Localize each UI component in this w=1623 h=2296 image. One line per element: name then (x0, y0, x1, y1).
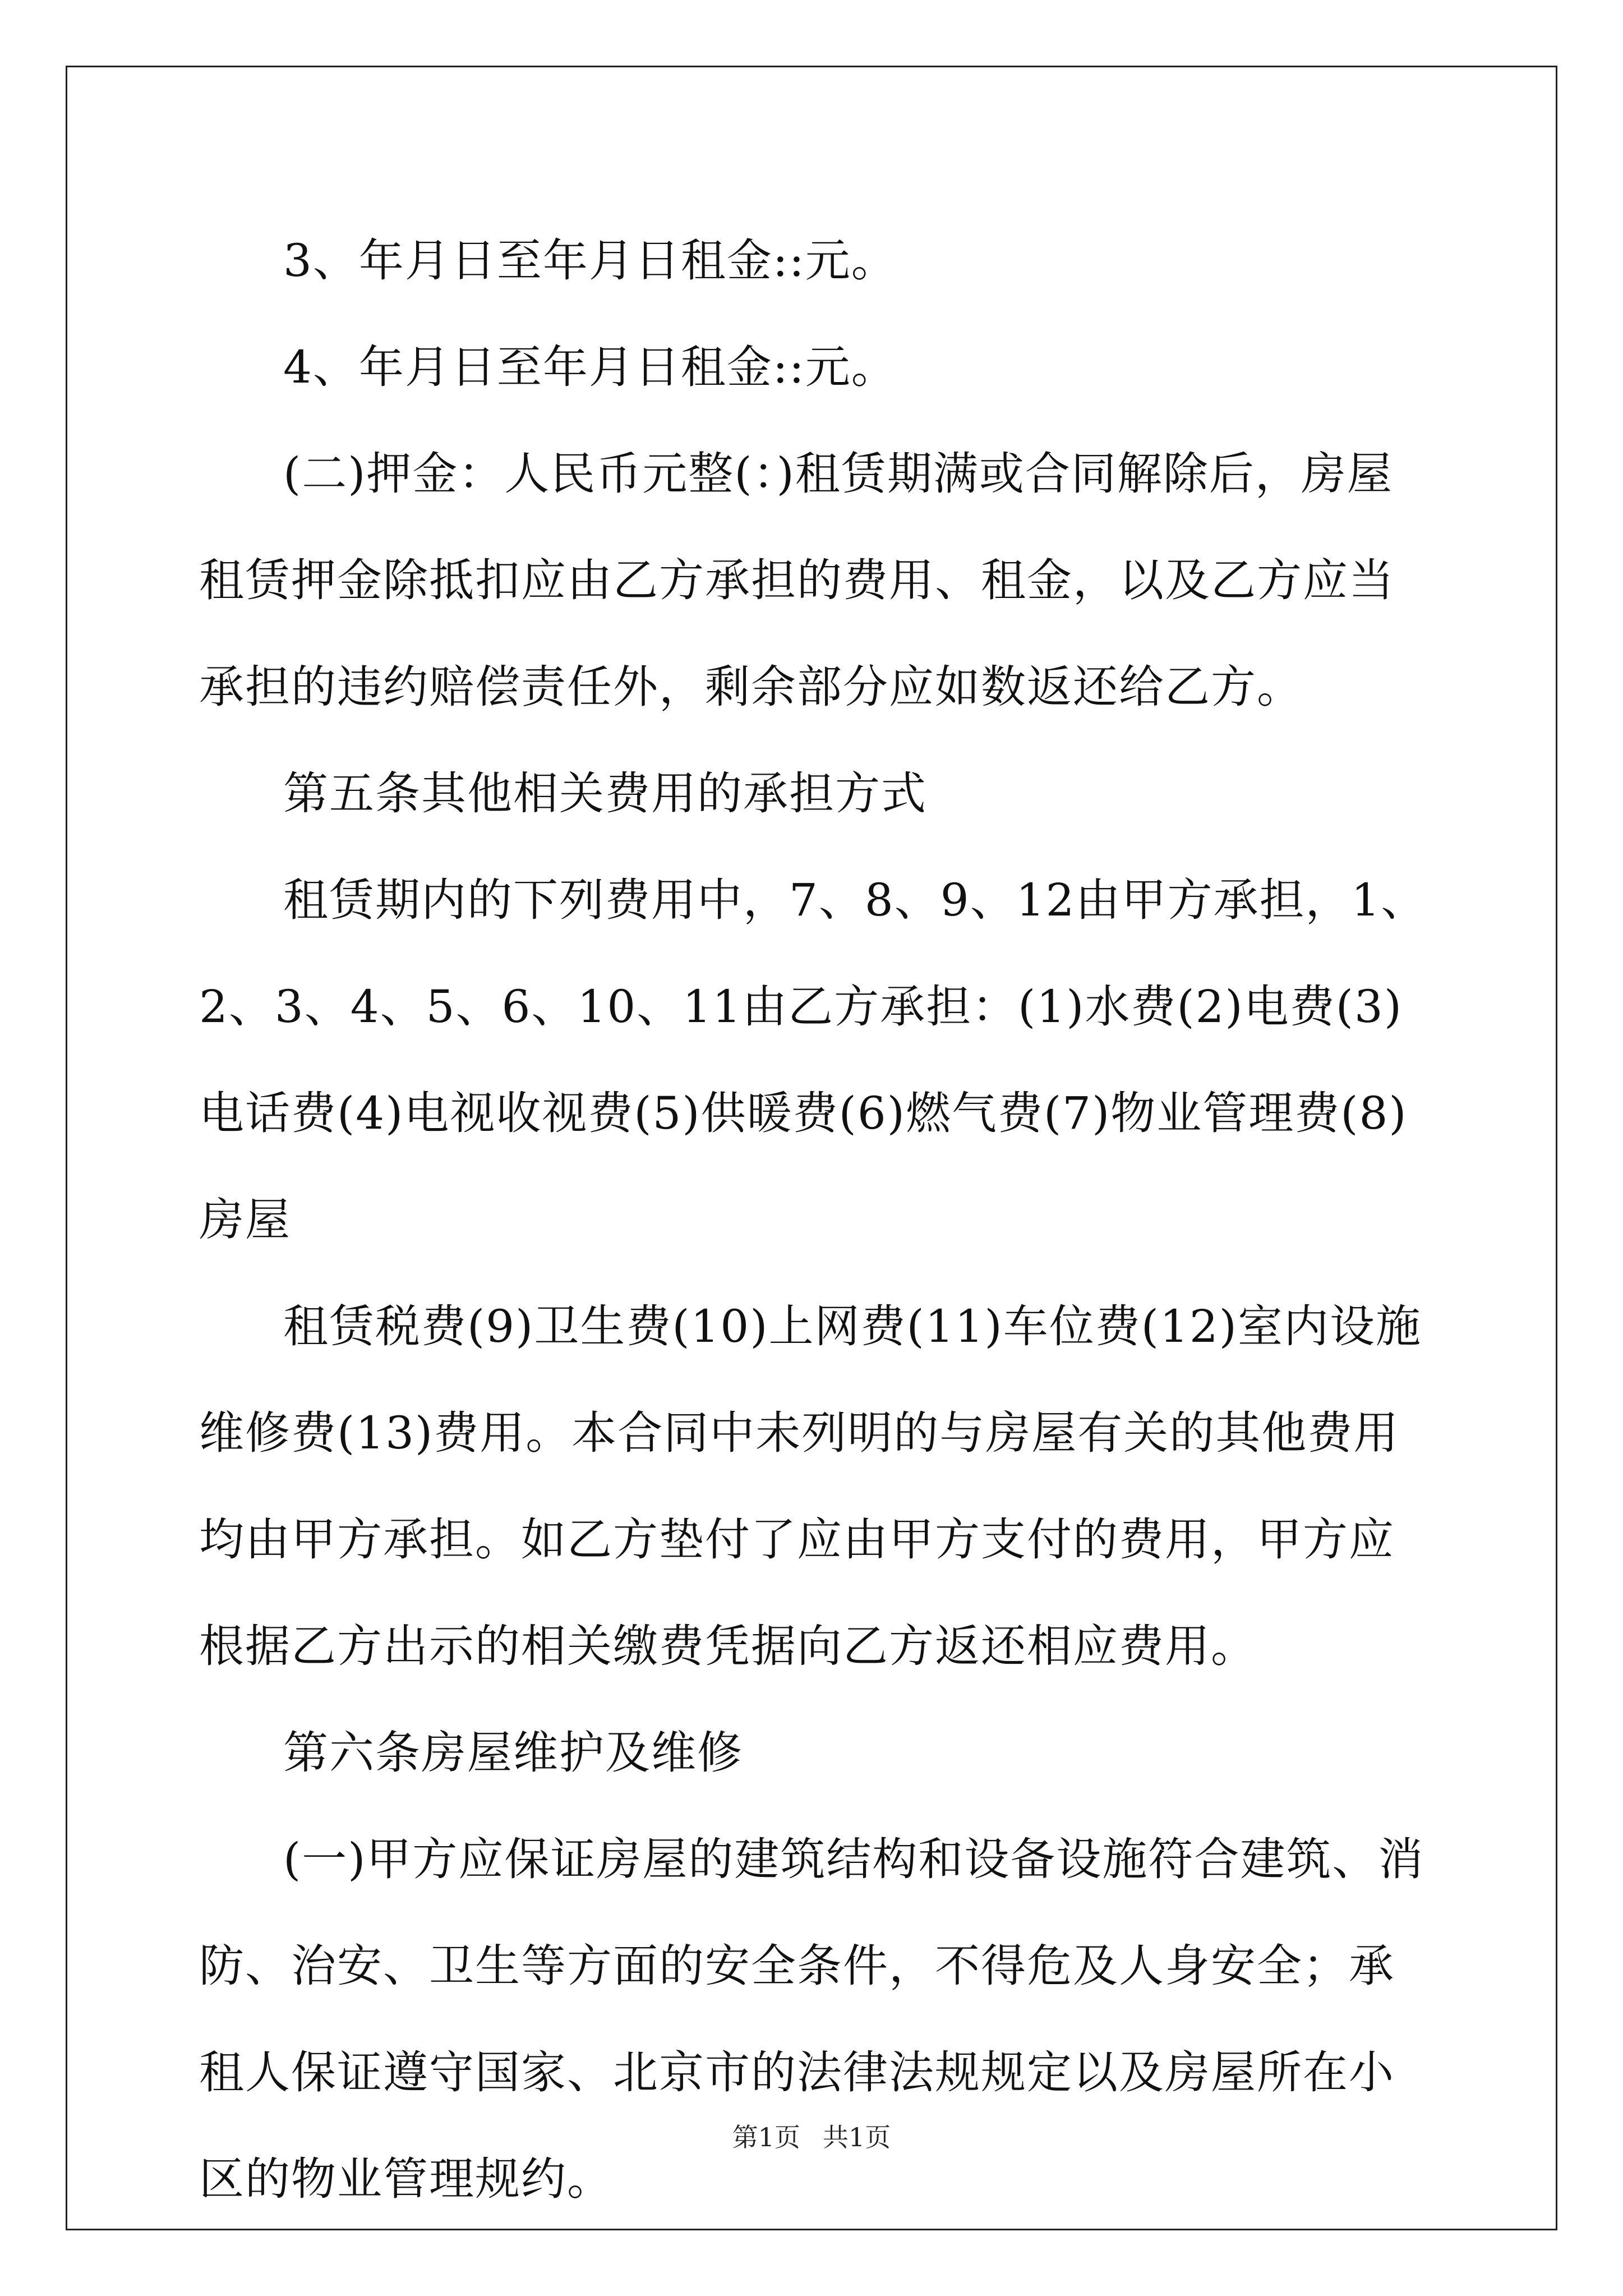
paragraph-maintenance: (一)甲方应保证房屋的建筑结构和设备设施符合建筑、消防、治安、卫生等方面的安全条件，不得危及人身安全；承租人保证遵守国家、北京市的法律法规规定以及房屋所在小区的物业管理规约。 (199, 1833, 1424, 2205)
paragraph-deposit: (二)押金：人民币元整(：)租赁期满或合同解除后，房屋租赁押金除抵扣应由乙方承担的费用、租金，以及乙方应当承担的违约赔偿责任外，剩余部分应如数返还给乙方。 (199, 448, 1395, 713)
page-total: 共1页 (823, 2122, 891, 2152)
paragraph-fees-list: 租赁期内的下列费用中，7、8、9、12由甲方承担，1、2、3、4、5、6、10、11由乙方承担：(1)水费(2)电费(3)电话费(4)电视收视费(5)供暖费(6)燃气费(7)物业管理费(8)房屋 (199, 874, 1427, 1246)
paragraph-rent-3: 3、年月日至年月日租金::元。 (283, 234, 897, 287)
heading-article-5: 第五条其他相关费用的承担方式 (283, 767, 927, 820)
document-body (199, 208, 1433, 2233)
page-footer (0, 2120, 1623, 2154)
heading-article-6: 第六条房屋维护及维修 (283, 1727, 743, 1779)
paragraph-fees-continued: 租赁税费(9)卫生费(10)上网费(11)车位费(12)室内设施维修费(13)费用。本合同中未列明的与房屋有关的其他费用均由甲方承担。如乙方垫付了应由甲方支付的费用，甲方应根据乙方出示的相关缴费凭据向乙方返还相应费用。 (199, 1300, 1422, 1672)
paragraph-rent-4: 4、年月日至年月日租金::元。 (283, 341, 897, 393)
page-number: 第1页 (732, 2122, 800, 2152)
